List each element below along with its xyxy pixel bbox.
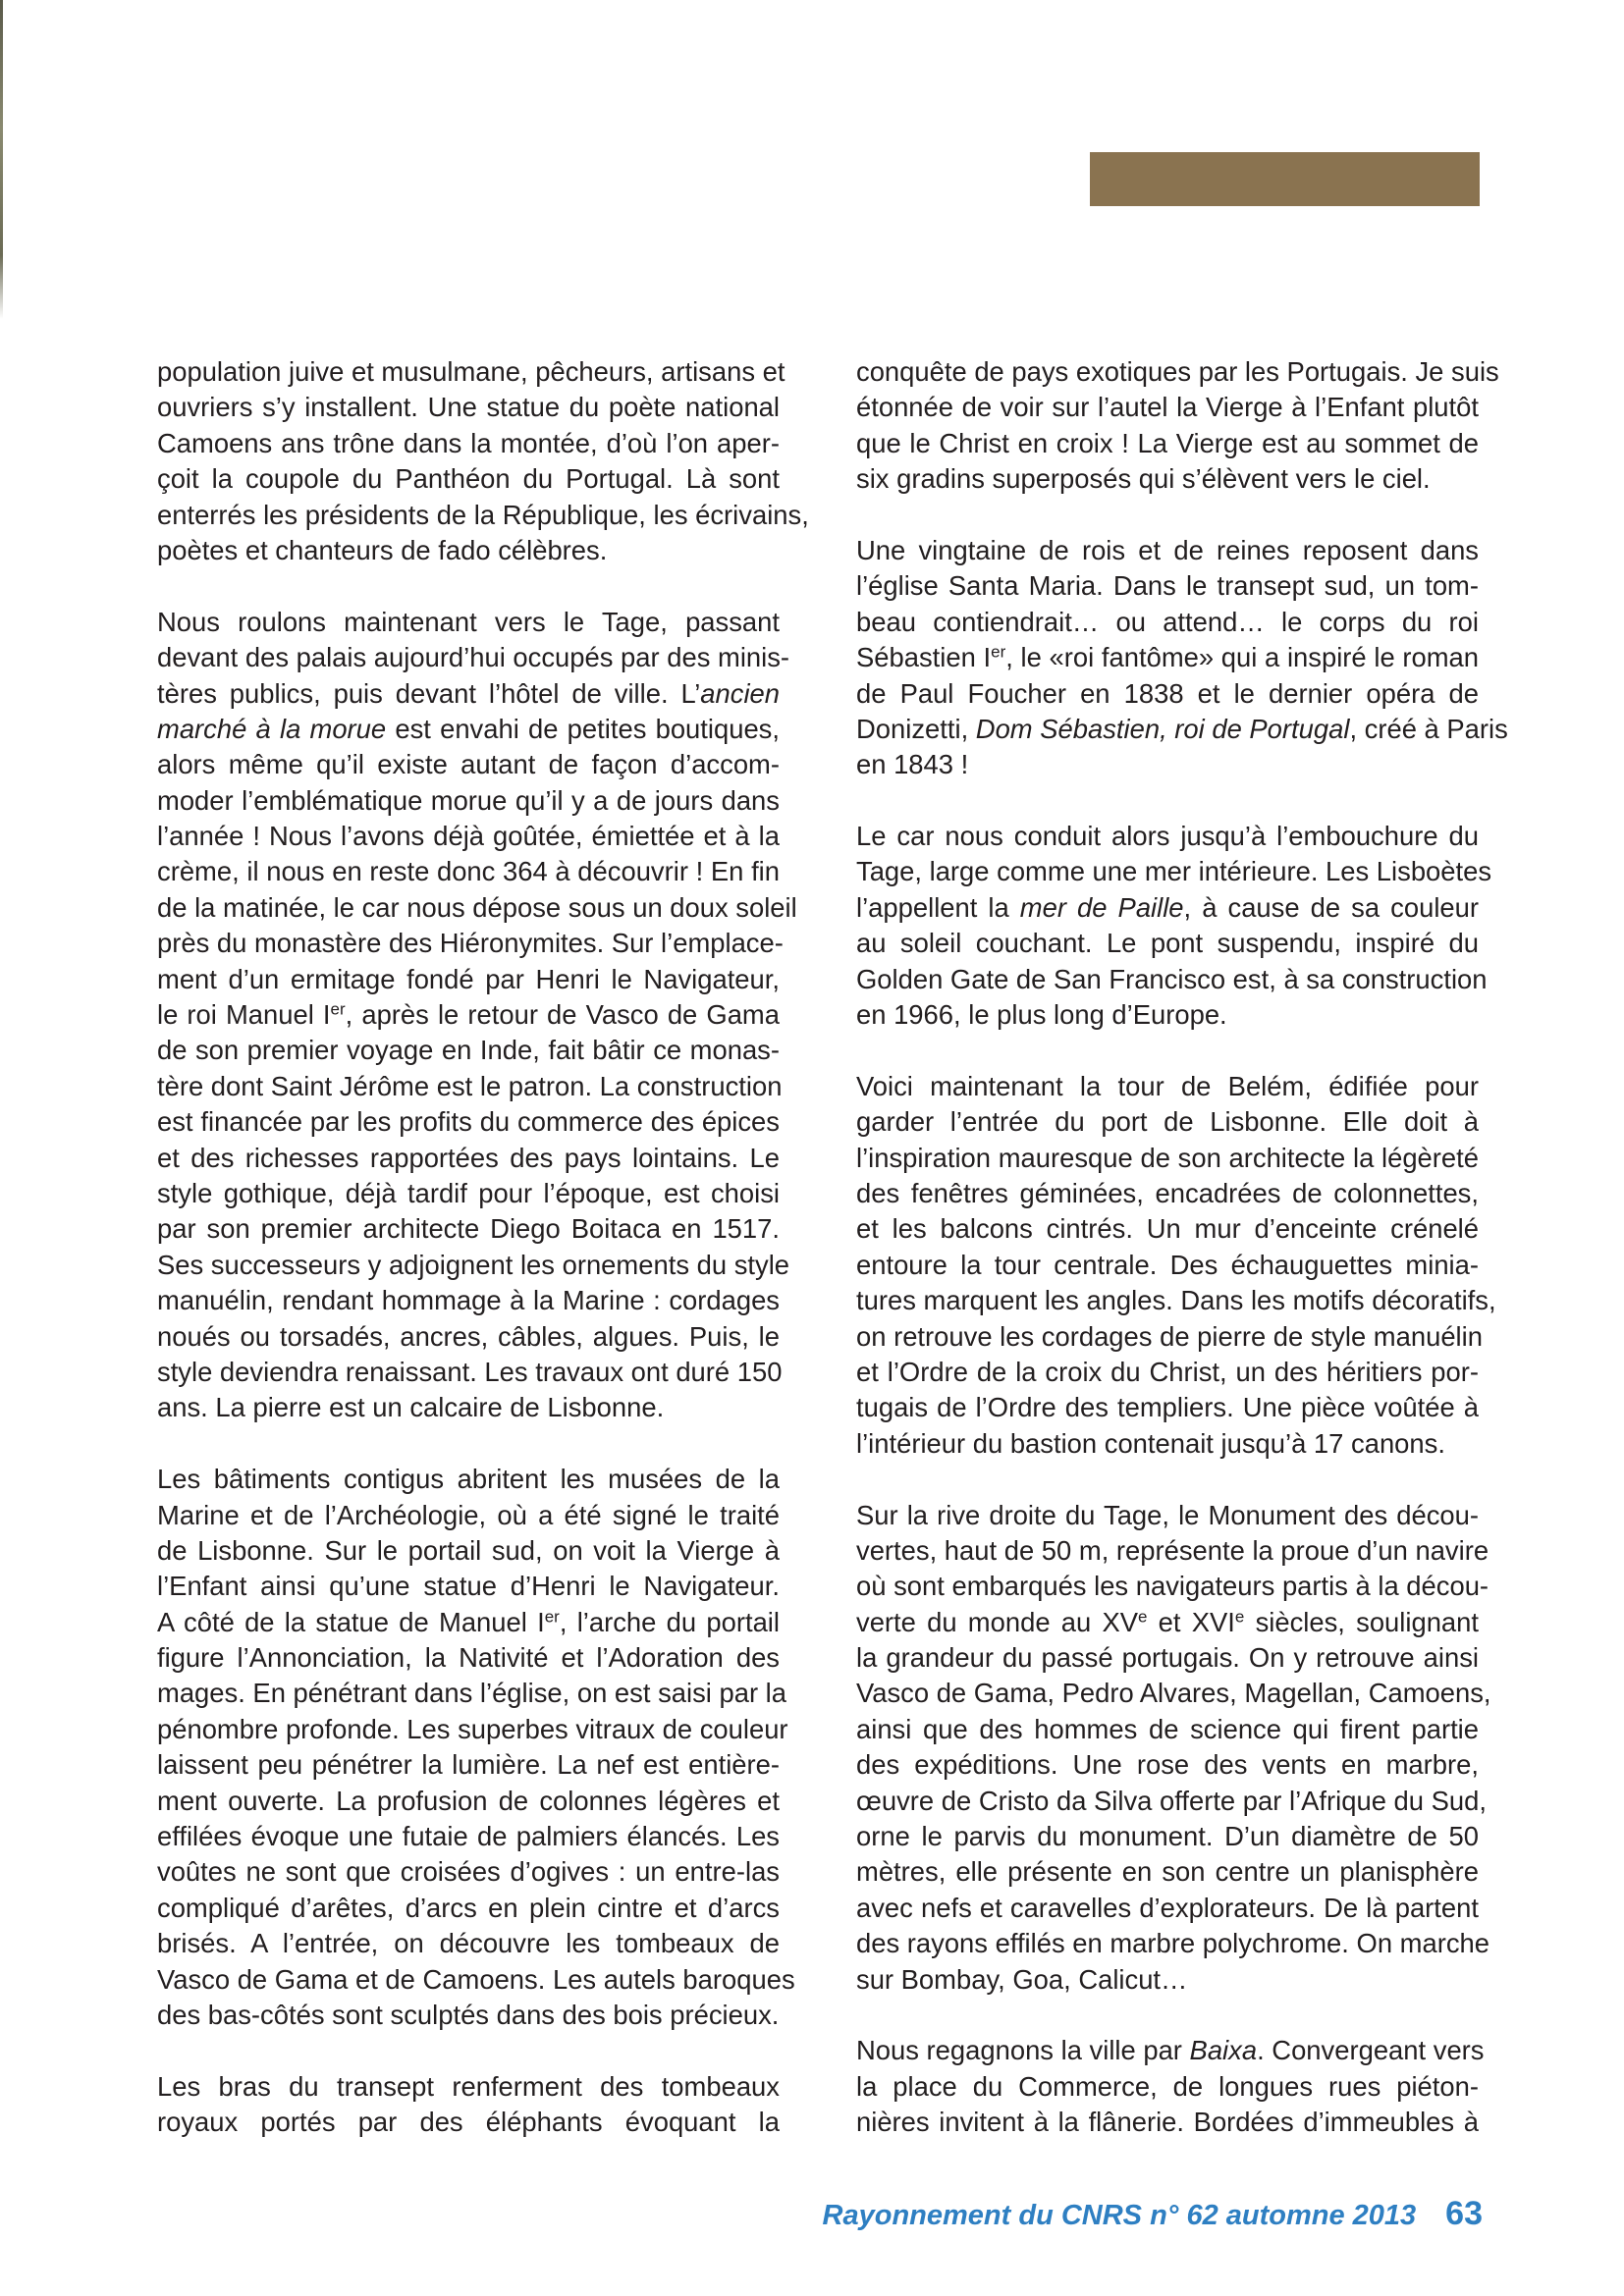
- text-line: [856, 1283, 1496, 1318]
- text-line: [157, 2105, 780, 2140]
- text-line: [157, 819, 780, 854]
- text-run: l’appellent la: [856, 891, 1020, 923]
- paragraph: [856, 1498, 1491, 1998]
- text-line: [856, 1248, 1479, 1283]
- text-run: en 1966, le plus long d’Europe.: [856, 999, 1227, 1031]
- text-line: [856, 1926, 1489, 1961]
- text-run: , à cause de sa couleur: [1183, 891, 1480, 923]
- text-line: [157, 1498, 780, 1533]
- left-edge-image-strip: [0, 0, 3, 319]
- text-column-right: [856, 354, 1508, 2141]
- text-line: [856, 568, 1479, 604]
- paragraph: [856, 1069, 1496, 1462]
- italic-text: ancien: [700, 677, 780, 709]
- text-line: [856, 1176, 1479, 1211]
- text-line: [157, 1998, 780, 2033]
- text-line: [856, 854, 1492, 889]
- text-run: beau contiendrait… ou attend… le corps du roi: [856, 606, 1479, 637]
- text-run: ainsi que des hommes de science qui firent partie: [856, 1713, 1479, 1744]
- text-run: Donizetti,: [856, 713, 976, 744]
- text-line: [157, 1141, 780, 1176]
- text-run: Vasco de Gama et de Camoens. Les autels baroques: [157, 1963, 795, 1995]
- superscript: er: [544, 1607, 560, 1627]
- text-run: . Convergeant vers: [1257, 2035, 1485, 2066]
- text-line: [157, 783, 780, 819]
- paragraph: [157, 354, 809, 568]
- text-run: , l’arche du portail: [559, 1606, 780, 1637]
- text-run: où sont embarqués les navigateurs partis à la décou-: [856, 1571, 1489, 1602]
- text-line: [856, 819, 1479, 854]
- text-run: l’inspiration mauresque de son architecte la légèreté: [856, 1142, 1479, 1173]
- text-run: de son premier voyage en Inde, fait bâtir ce monas-: [157, 1035, 780, 1066]
- text-line: [157, 1462, 780, 1497]
- text-run: de la matinée, le car nous dépose sous un doux soleil: [157, 891, 797, 923]
- text-run: Une vingtaine de rois et de reines reposent dans: [856, 534, 1479, 565]
- text-run: est envahi de petites boutiques,: [386, 713, 780, 744]
- text-line: [157, 1640, 780, 1676]
- text-run: tugais de l’Ordre des templiers. Une pièce voûtée à: [856, 1392, 1479, 1423]
- text-run: on retrouve les cordages de pierre de style manuélin: [856, 1320, 1483, 1352]
- text-line: [856, 1319, 1483, 1355]
- superscript: e: [1138, 1607, 1148, 1627]
- text-run: la place du Commerce, de longues rues piéton-: [856, 2070, 1479, 2102]
- text-line: [157, 1712, 788, 1747]
- text-line: [856, 1962, 1479, 1998]
- paragraph: [856, 2033, 1485, 2140]
- text-run: près du monastère des Hiéronymites. Sur l’emplace-: [157, 928, 784, 959]
- text-run: Ses successeurs y adjoignent les ornements du style: [157, 1249, 790, 1280]
- text-line: [157, 1390, 780, 1425]
- text-run: enterrés les présidents de la République, les écrivains,: [157, 499, 809, 530]
- journal-issue-label: Rayonnement du CNRS n° 62 automne 2013: [822, 2200, 1417, 2231]
- text-line: [157, 1248, 790, 1283]
- text-run: manuélin, rendant hommage à la Marine : cordages: [157, 1285, 780, 1316]
- text-line: [856, 997, 1479, 1033]
- text-run: Nous regagnons la ville par: [856, 2035, 1190, 2066]
- paragraph: [157, 2069, 780, 2141]
- text-line: [157, 890, 797, 926]
- text-line: [157, 1854, 780, 1890]
- text-line: [856, 1426, 1479, 1462]
- text-line: [157, 605, 780, 640]
- superscript: er: [991, 642, 1006, 662]
- text-run: Marine et de l’Archéologie, où a été signé le traité: [157, 1499, 780, 1530]
- text-line: [856, 1712, 1479, 1747]
- text-line: [157, 461, 780, 497]
- superscript: er: [330, 999, 346, 1019]
- text-run: style deviendra renaissant. Les travaux ont duré 150: [157, 1356, 783, 1387]
- text-run: Sur la rive droite du Tage, le Monument des décou-: [856, 1499, 1479, 1530]
- text-run: , créé à Paris: [1349, 713, 1508, 744]
- text-run: pénombre profonde. Les superbes vitraux de couleur: [157, 1713, 788, 1744]
- text-run: l’année ! Nous l’avons déjà goûtée, émiettée et à la: [157, 821, 780, 852]
- text-run: le roi Manuel I: [157, 999, 331, 1031]
- text-line: [157, 533, 780, 568]
- text-run: brisés. A l’entrée, on découvre les tombeaux de: [157, 1928, 780, 1959]
- text-line: [856, 533, 1479, 568]
- text-run: Voici maintenant la tour de Belém, édifiée pour: [856, 1070, 1479, 1101]
- text-line: [856, 1854, 1479, 1890]
- text-line: [856, 426, 1479, 461]
- text-run: conquête de pays exotiques par les Portugais. Je suis: [856, 356, 1499, 387]
- text-run: orne le parvis du monument. D’un diamètre de 50: [856, 1821, 1479, 1852]
- text-line: [157, 1569, 780, 1604]
- text-line: [157, 390, 780, 425]
- text-line: [856, 2033, 1485, 2068]
- text-line: [157, 1211, 780, 1247]
- text-run: vertes, haut de 50 m, représente la proue d’un navire: [856, 1534, 1489, 1566]
- text-line: [157, 854, 780, 889]
- text-line: [856, 1891, 1479, 1926]
- text-run: Tage, large comme une mer intérieure. Les Lisboètes: [856, 856, 1492, 887]
- text-run: que le Christ en croix ! La Vierge est au sommet de: [856, 427, 1479, 458]
- text-run: Camoens ans trône dans la montée, d’où l’on aper-: [157, 427, 780, 458]
- text-line: [856, 926, 1479, 961]
- text-run: l’Enfant ainsi qu’une statue d’Henri le Navigateur.: [157, 1571, 780, 1602]
- text-run: tère dont Saint Jérôme est le patron. La construction: [157, 1070, 783, 1101]
- text-line: [157, 1676, 787, 1711]
- text-line: [856, 747, 1479, 782]
- text-run: , après le retour de Vasco de Gama: [345, 999, 780, 1031]
- paragraph: [856, 533, 1508, 783]
- text-line: [157, 1033, 780, 1068]
- text-run: la grandeur du passé portugais. On y retrouve ainsi: [856, 1642, 1479, 1674]
- text-line: [157, 1069, 783, 1104]
- text-run: voûtes ne sont que croisées d’ogives : un entre-las: [157, 1856, 780, 1888]
- text-line: [856, 2105, 1479, 2140]
- text-run: tures marquent les angles. Dans les motifs décoratifs,: [856, 1285, 1496, 1316]
- text-line: [157, 1962, 795, 1998]
- text-run: siècles, soulignant: [1244, 1606, 1479, 1637]
- text-run: laissent peu pénétrer la lumière. La nef est entière-: [157, 1749, 780, 1781]
- text-line: [157, 926, 784, 961]
- page-footer: [805, 2195, 1483, 2234]
- paragraph: [856, 354, 1499, 498]
- text-line: [856, 1569, 1489, 1604]
- text-line: [157, 1104, 780, 1140]
- text-run: par son premier architecte Diego Boitaca en 1517.: [157, 1213, 780, 1245]
- text-column-left: [157, 354, 809, 2141]
- text-run: des fenêtres géminées, encadrées de colonnettes,: [856, 1177, 1479, 1208]
- text-line: [856, 461, 1479, 497]
- text-run: de Lisbonne. Sur le portail sud, on voit la Vierge à: [157, 1534, 780, 1566]
- text-run: moder l’emblématique morue qu’il y a de jours dans: [157, 784, 780, 816]
- text-line: [157, 997, 780, 1033]
- text-run: compliqué d’arêtes, d’arcs en plein cintre et d’arcs: [157, 1892, 780, 1923]
- text-line: [856, 1104, 1479, 1140]
- text-run: et l’Ordre de la croix du Christ, un des héritiers por-: [856, 1356, 1479, 1387]
- text-line: [856, 1211, 1479, 1247]
- text-run: royaux portés par des éléphants évoquant la: [157, 2107, 780, 2138]
- text-run: , le «roi fantôme» qui a inspiré le roman: [1005, 642, 1480, 673]
- text-run: style gothique, déjà tardif pour l’époque, est choisi: [157, 1177, 780, 1208]
- text-run: crème, il nous en reste donc 364 à découvrir ! En fin: [157, 856, 780, 887]
- text-line: [157, 962, 780, 997]
- text-line: [157, 1319, 780, 1355]
- text-run: noués ou torsadés, ancres, câbles, algues. Puis, le: [157, 1320, 780, 1352]
- text-line: [157, 354, 785, 390]
- text-line: [856, 1390, 1479, 1425]
- text-run: Les bâtiments contigus abritent les musées de la: [157, 1464, 780, 1495]
- text-run: mètres, elle présente en son centre un planisphère: [856, 1856, 1479, 1888]
- text-line: [157, 1176, 780, 1211]
- text-line: [856, 676, 1479, 712]
- text-run: est financée par les profits du commerce des épices: [157, 1106, 780, 1138]
- text-run: sur Bombay, Goa, Calicut…: [856, 1963, 1188, 1995]
- text-run: et des richesses rapportées des pays lointains. Le: [157, 1142, 780, 1173]
- paragraph: [856, 819, 1492, 1033]
- text-line: [856, 1498, 1479, 1533]
- text-line: [856, 1533, 1489, 1569]
- text-line: [157, 1784, 780, 1819]
- text-line: [157, 1355, 783, 1390]
- text-run: œuvre de Cristo da Silva offerte par l’Afrique du Sud,: [856, 1785, 1487, 1816]
- text-line: [856, 1676, 1491, 1711]
- text-run: des rayons effilés en marbre polychrome. On marche: [856, 1928, 1489, 1959]
- text-line: [856, 1355, 1479, 1390]
- text-run: garder l’entrée du port de Lisbonne. Elle doit à: [856, 1106, 1479, 1138]
- text-run: entoure la tour centrale. Des échauguettes minia-: [856, 1249, 1479, 1280]
- text-run: Vasco de Gama, Pedro Alvares, Magellan, Camoens,: [856, 1678, 1491, 1709]
- text-run: mages. En pénétrant dans l’église, on est saisi par la: [157, 1678, 787, 1709]
- text-run: ment ouverte. La profusion de colonnes légères et: [157, 1785, 780, 1816]
- text-run: des expéditions. Une rose des vents en marbre,: [856, 1749, 1479, 1781]
- text-run: étonnée de voir sur l’autel la Vierge à l’Enfant plutôt: [856, 392, 1479, 423]
- text-run: l’église Santa Maria. Dans le transept sud, un tom-: [856, 570, 1479, 602]
- text-line: [856, 1605, 1479, 1640]
- text-run: des bas-côtés sont sculptés dans des bois précieux.: [157, 1999, 780, 2030]
- text-run: çoit la coupole du Panthéon du Portugal. Là sont: [157, 463, 780, 495]
- text-run: Le car nous conduit alors jusqu’à l’embouchure du: [856, 821, 1479, 852]
- text-line: [157, 2069, 780, 2105]
- text-line: [157, 1819, 780, 1854]
- text-line: [856, 1747, 1479, 1783]
- text-line: [856, 1819, 1479, 1854]
- text-run: verte du monde au XV: [856, 1606, 1139, 1637]
- text-run: effilées évoque une futaie de palmiers élancés. Les: [157, 1821, 780, 1852]
- header-color-band: [1090, 152, 1480, 206]
- superscript: e: [1234, 1607, 1245, 1627]
- text-line: [856, 605, 1479, 640]
- text-line: [157, 676, 780, 712]
- text-run: de Paul Foucher en 1838 et le dernier opéra de: [856, 677, 1479, 709]
- text-run: nières invitent à la flânerie. Bordées d’immeubles à: [856, 2107, 1479, 2138]
- text-line: [856, 640, 1479, 675]
- text-line: [856, 962, 1488, 997]
- text-run: Sébastien I: [856, 642, 992, 673]
- text-line: [157, 1283, 780, 1318]
- text-run: alors même qu’il existe autant de façon d’accom-: [157, 749, 780, 780]
- text-line: [157, 1891, 780, 1926]
- text-line: [157, 498, 809, 533]
- text-run: ment d’un ermitage fondé par Henri le Navigateur,: [157, 963, 780, 994]
- text-run: population juive et musulmane, pêcheurs, artisans et: [157, 356, 785, 387]
- text-run: avec nefs et caravelles d’explorateurs. De là partent: [856, 1892, 1479, 1923]
- text-run: tères publics, puis devant l’hôtel de ville. L’: [157, 677, 701, 709]
- text-line: [856, 1640, 1479, 1676]
- text-line: [856, 890, 1479, 926]
- text-line: [856, 354, 1499, 390]
- italic-text: marché à la morue: [157, 713, 387, 744]
- text-line: [157, 1926, 780, 1961]
- text-line: [157, 1605, 780, 1640]
- text-line: [856, 1141, 1479, 1176]
- paragraph: [157, 605, 797, 1426]
- text-run: ans. La pierre est un calcaire de Lisbonne.: [157, 1392, 665, 1423]
- text-line: [157, 712, 780, 747]
- text-run: Nous roulons maintenant vers le Tage, passant: [157, 606, 780, 637]
- page-number: 63: [1445, 2195, 1483, 2232]
- text-run: au soleil couchant. Le pont suspendu, inspiré du: [856, 928, 1479, 959]
- paragraph: [157, 1462, 795, 2033]
- text-line: [856, 1784, 1487, 1819]
- text-run: six gradins superposés qui s’élèvent vers le ciel.: [856, 463, 1431, 495]
- text-run: devant des palais aujourd’hui occupés par des minis-: [157, 642, 790, 673]
- italic-text: Dom Sébastien, roi de Portugal: [975, 713, 1350, 744]
- text-line: [157, 640, 790, 675]
- text-line: [157, 426, 780, 461]
- text-line: [157, 1533, 780, 1569]
- text-run: Golden Gate de San Francisco est, à sa construction: [856, 963, 1488, 994]
- text-line: [157, 747, 780, 782]
- text-run: ouvriers s’y installent. Une statue du poète national: [157, 392, 780, 423]
- text-run: l’intérieur du bastion contenait jusqu’à 17 canons.: [856, 1427, 1445, 1459]
- text-line: [856, 712, 1508, 747]
- text-run: poètes et chanteurs de fado célèbres.: [157, 534, 608, 565]
- text-line: [856, 390, 1479, 425]
- text-line: [856, 1069, 1479, 1104]
- text-line: [856, 2069, 1479, 2105]
- text-run: en 1843 !: [856, 749, 969, 780]
- text-line: [157, 1747, 780, 1783]
- italic-text: Baixa: [1189, 2035, 1258, 2066]
- text-run: et les balcons cintrés. Un mur d’enceinte crénelé: [856, 1213, 1479, 1245]
- text-run: A côté de la statue de Manuel I: [157, 1606, 545, 1637]
- text-run: figure l’Annonciation, la Nativité et l’Adoration des: [157, 1642, 780, 1674]
- italic-text: mer de Paille: [1019, 891, 1184, 923]
- text-run: et XVI: [1147, 1606, 1235, 1637]
- text-run: Les bras du transept renferment des tombeaux: [157, 2070, 780, 2102]
